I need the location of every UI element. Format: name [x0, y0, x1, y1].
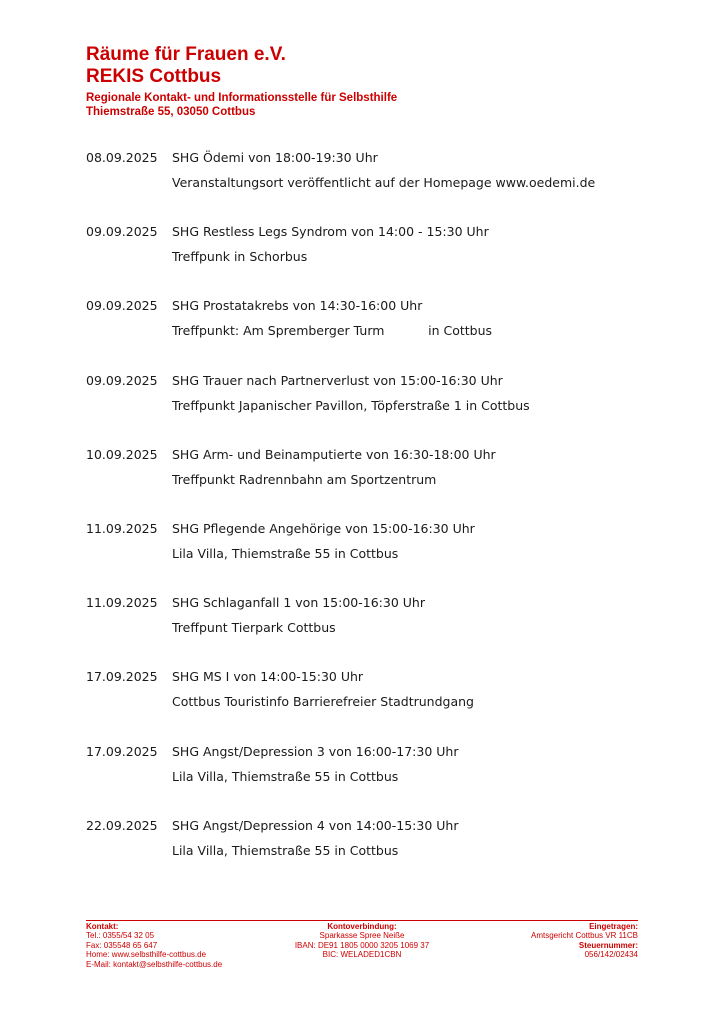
event-date: 22.09.2025 [86, 817, 158, 833]
event-list [86, 148, 646, 890]
event-title: SHG Restless Legs Syndrom von 14:00 - 15:30 Uhr [172, 224, 489, 240]
event-location: Treffpunkt Japanischer Pavillon, Töpferstraße 1 in Cottbus [172, 397, 530, 413]
event-title: SHG Angst/Depression 4 von 14:00-15:30 Uhr [172, 817, 459, 833]
event-date: 10.09.2025 [86, 446, 158, 462]
event-location: Lila Villa, Thiemstraße 55 in Cottbus [172, 768, 399, 784]
event-item [86, 519, 646, 593]
event-title: SHG Pflegende Angehörige von 15:00-16:30 Uhr [172, 520, 475, 536]
contact-email[interactable]: E-Mail: kontakt@selbsthilfe-cottbus.de [86, 959, 223, 969]
event-location: Veranstaltungsort veröffentlicht auf der Homepage www.oedemi.de [172, 175, 596, 190]
event-date: 09.09.2025 [86, 224, 158, 240]
event-title: SHG Trauer nach Partnerverlust von 15:00-16:30 Uhr [172, 372, 503, 388]
event-location: Cottbus Touristinfo Barrierefreier Stadtrundgang [172, 694, 474, 710]
event-item [86, 296, 646, 370]
registry-heading: Eingetragen: [589, 922, 638, 931]
org-tagline: Regionale Kontakt- und Informationsstelle für Selbsthilfe [86, 92, 398, 104]
footer-registry [531, 922, 638, 960]
tax-number: 056/142/02434 [584, 950, 638, 960]
event-date: 09.09.2025 [86, 372, 158, 388]
bank-heading: Kontoverbindung: [327, 922, 397, 931]
event-title: SHG Ödemi von 18:00-19:30 Uhr [172, 150, 378, 165]
contact-heading: Kontakt: [86, 922, 119, 931]
tax-heading: Steuernummer: [578, 940, 638, 950]
event-location: Treffpunk in Schorbus [172, 249, 308, 265]
event-date: 11.09.2025 [86, 595, 158, 611]
event-item [86, 148, 646, 222]
event-item [86, 816, 646, 890]
event-title: SHG Arm- und Beinamputierte von 16:30-18:00 Uhr [172, 446, 496, 462]
footer-bank [262, 922, 462, 960]
event-item [86, 667, 646, 741]
contact-fax: Fax: 035548 65 647 [86, 940, 158, 950]
contact-tel: Tel.: 0355/54 32 05 [86, 931, 155, 941]
event-location: Lila Villa, Thiemstraße 55 in Cottbus [172, 545, 399, 561]
registry-court: Amtsgericht Cottbus VR 11CB [530, 931, 638, 941]
event-date: 17.09.2025 [86, 743, 158, 759]
footer-contact [86, 922, 222, 969]
event-item [86, 742, 646, 816]
event-item [86, 222, 646, 296]
bank-name: Sparkasse Spree Neiße [319, 931, 405, 941]
event-item [86, 445, 646, 519]
event-item [86, 371, 646, 445]
bank-iban: IBAN: DE91 1805 0000 3205 1069 37 [294, 940, 430, 950]
org-name: Räume für Frauen e.V. [86, 44, 286, 65]
event-location: Lila Villa, Thiemstraße 55 in Cottbus [172, 842, 399, 858]
event-date: 11.09.2025 [86, 520, 158, 536]
letterhead [86, 44, 397, 119]
event-title: SHG Schlaganfall 1 von 15:00-16:30 Uhr [172, 595, 425, 611]
event-date: 08.09.2025 [86, 150, 158, 165]
contact-home[interactable]: Home: www.selbsthilfe-cottbus.de [86, 950, 207, 960]
event-location: Treffpunt Tierpark Cottbus [172, 620, 336, 636]
org-subname: REKIS Cottbus [86, 66, 222, 87]
event-date: 17.09.2025 [86, 669, 158, 685]
footer-divider [86, 920, 638, 921]
event-title: SHG MS I von 14:00-15:30 Uhr [172, 669, 364, 685]
event-item [86, 593, 646, 667]
event-title: SHG Prostatakrebs von 14:30-16:00 Uhr [172, 298, 423, 314]
event-location: Treffpunkt Radrennbahn am Sportzentrum [172, 471, 437, 487]
bank-bic: BIC: WELADED1CBN [322, 950, 402, 960]
event-location: Treffpunkt: Am Spremberger Turm in Cottbus [172, 323, 493, 339]
org-address: Thiemstraße 55, 03050 Cottbus [86, 106, 256, 118]
event-date: 09.09.2025 [86, 298, 158, 314]
event-title: SHG Angst/Depression 3 von 16:00-17:30 Uhr [172, 743, 459, 759]
